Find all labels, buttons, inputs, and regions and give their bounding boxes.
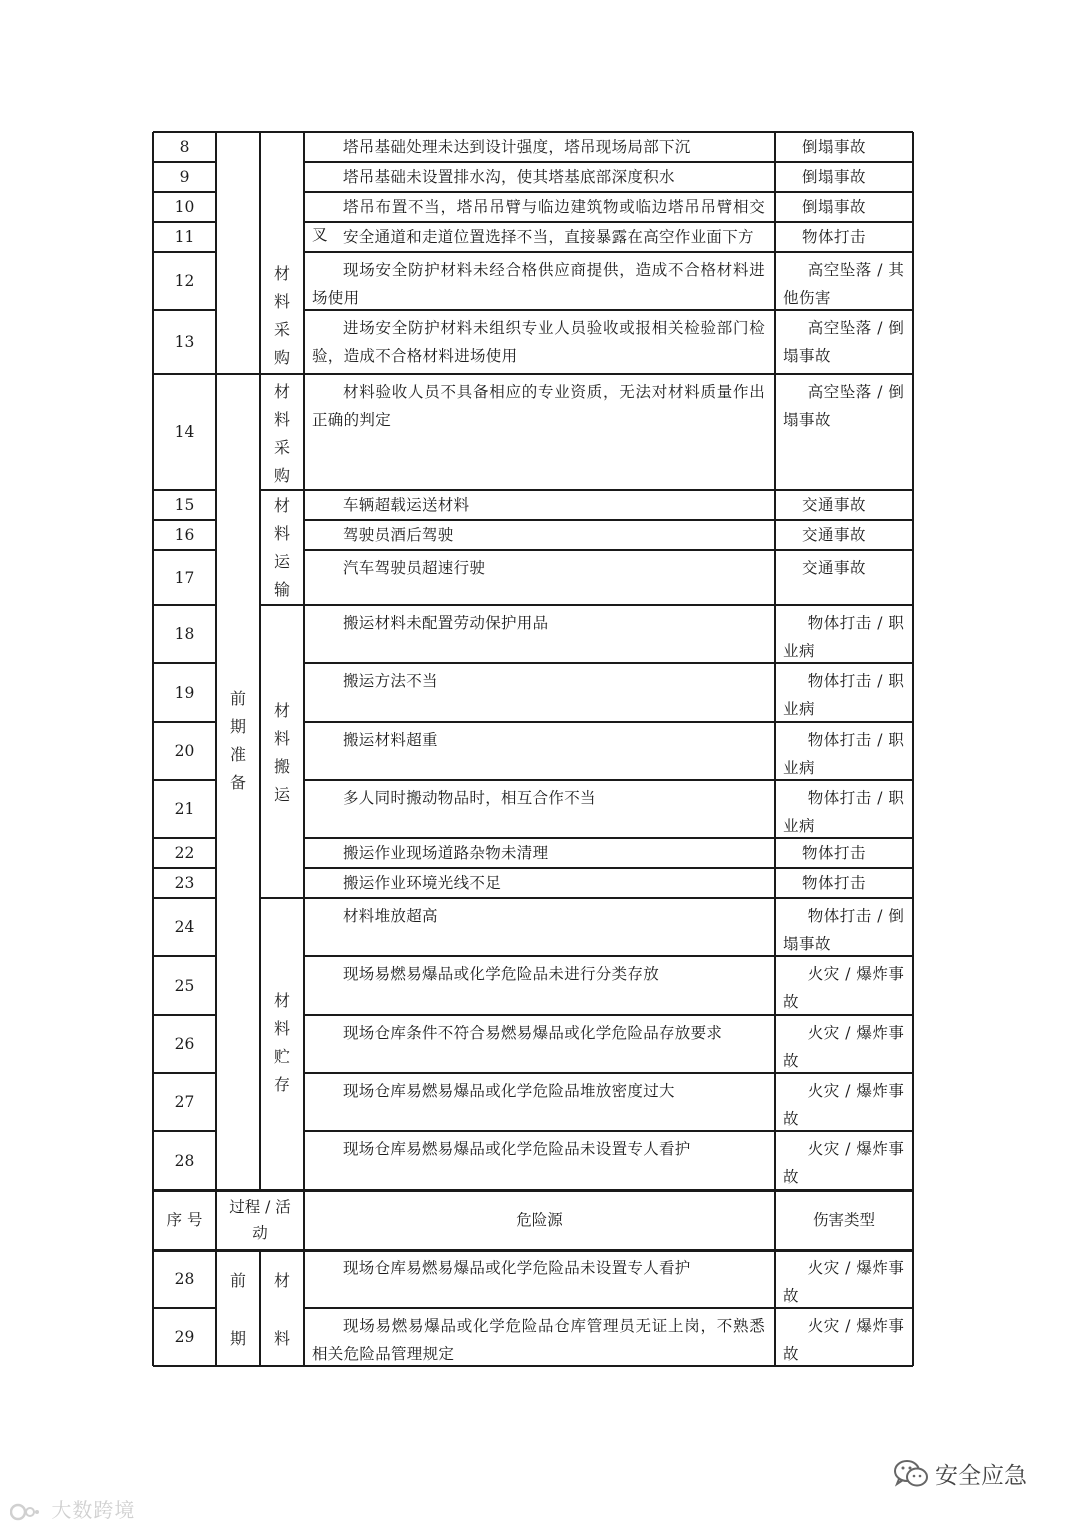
injury-type: 物体打击 (802, 844, 867, 862)
table-rule (152, 1190, 154, 1366)
hazard-source: 搬运作业现场道路杂物未清理 (343, 844, 549, 862)
row-number: 23 (174, 874, 195, 892)
table-rule (304, 721, 913, 723)
table-rule (153, 309, 216, 311)
table-rule (304, 1072, 913, 1074)
hazard-source: 现场仓库易燃易爆品或化学危险品未设置专人看护 (343, 1259, 691, 1277)
hazard-source: 材料验收人员不具备相应的专业资质，无法对材料质量作出正确的判定 (312, 383, 765, 429)
table-rule (153, 1072, 216, 1074)
table-rule (153, 779, 216, 781)
injury-type: 交通事故 (802, 496, 867, 514)
header-process: 过程 / 活动 (229, 1198, 291, 1242)
injury-type: 火灾 / 爆炸事故 (783, 1024, 905, 1070)
table-rule (304, 1130, 913, 1132)
activity-label: 材 料 (273, 1271, 290, 1348)
table-rule (259, 132, 261, 1190)
table-rule (304, 867, 913, 869)
table-rule (153, 662, 216, 664)
table-rule (153, 161, 216, 163)
row-number: 20 (174, 742, 195, 760)
hazard-source: 多人同时搬动物品时，相互合作不当 (343, 789, 596, 807)
row-number: 12 (174, 272, 195, 290)
table-rule (153, 1130, 216, 1132)
hazard-source: 材料堆放超高 (343, 907, 438, 925)
table-rule (304, 191, 913, 193)
header-injury-type: 伤害类型 (812, 1211, 875, 1229)
row-number: 10 (174, 198, 195, 216)
table-rule (304, 897, 913, 899)
injury-type: 倒塌事故 (802, 168, 867, 186)
table-rule (774, 1190, 776, 1366)
table-rule (304, 161, 913, 163)
hazard-source: 塔吊基础处理未达到设计强度，塔吊现场局部下沉 (343, 138, 691, 156)
watermark-left (10, 1494, 135, 1523)
hazard-source: 塔吊布置不当，塔吊吊臂与临边建筑物或临边塔吊吊臂相交叉 (312, 198, 765, 244)
row-number: 18 (174, 625, 195, 643)
table-rule (215, 1190, 217, 1366)
hazard-source: 现场安全防护材料未经合格供应商提供，造成不合格材料进场使用 (312, 261, 765, 307)
phase-label: 前 期 准 备 (229, 689, 246, 792)
table-rule (912, 132, 914, 1190)
table-rule (304, 251, 913, 253)
row-number: 28 (174, 1270, 195, 1288)
hazard-source: 汽车驾驶员超速行驶 (343, 559, 486, 577)
row-number: 14 (174, 423, 195, 441)
table-rule (153, 604, 216, 606)
table-rule (153, 1365, 913, 1367)
brand-logo-icon (10, 1501, 40, 1523)
table-rule (153, 867, 216, 869)
row-number: 16 (174, 526, 195, 544)
activity-label: 材 料 搬 运 (273, 701, 290, 804)
hazard-source: 现场仓库易燃易爆品或化学危险品堆放密度过大 (343, 1082, 675, 1100)
injury-type: 倒塌事故 (802, 198, 867, 216)
table-rule (912, 1190, 914, 1366)
hazard-source: 搬运材料未配置劳动保护用品 (343, 614, 549, 632)
row-number: 8 (179, 138, 190, 156)
hazard-source: 现场仓库易燃易爆品或化学危险品未设置专人看护 (343, 1140, 691, 1158)
table-rule (304, 1307, 913, 1309)
table-rule (152, 132, 154, 1190)
activity-label: 材 料 贮 存 (273, 991, 290, 1094)
table-rule (153, 519, 216, 521)
table-rule (304, 373, 913, 375)
table-rule (304, 955, 913, 957)
injury-type: 高空坠落 / 倒塌事故 (783, 319, 905, 365)
table-rule (774, 132, 776, 1190)
hazard-source: 搬运作业环境光线不足 (343, 874, 502, 892)
phase-label: 前 期 (229, 1271, 246, 1348)
injury-type: 交通事故 (802, 559, 867, 577)
table-rule (260, 604, 304, 606)
injury-type: 物体打击 / 职业病 (783, 614, 905, 660)
header-seq: 序 号 (166, 1211, 203, 1229)
row-number: 17 (174, 568, 195, 587)
table-rule (304, 604, 913, 606)
table-rule (260, 489, 304, 491)
table-rule (153, 1014, 216, 1016)
table-rule (153, 131, 913, 133)
activity-label: 材 料 采 购 (273, 382, 290, 485)
table-rule (153, 1249, 913, 1252)
table-rule (303, 132, 305, 1190)
injury-type: 火灾 / 爆炸事故 (783, 1259, 905, 1305)
activity-label: 材 料 采 购 (273, 264, 290, 367)
hazard-source: 进场安全防护材料未组织专业人员验收或报相关检验部门检验，造成不合格材料进场使用 (312, 319, 765, 365)
hazard-source: 搬运方法不当 (343, 672, 438, 690)
hazard-source: 车辆超载运送材料 (343, 496, 470, 514)
table-rule (259, 1250, 261, 1366)
table-rule (304, 489, 913, 491)
table-rule (304, 221, 913, 223)
table-rule (153, 251, 216, 253)
injury-type: 物体打击 / 职业病 (783, 789, 905, 835)
table-rule (304, 779, 913, 781)
row-number: 26 (174, 1035, 195, 1053)
injury-type: 火灾 / 爆炸事故 (783, 1082, 905, 1128)
hazard-source: 塔吊基础未设置排水沟，使其塔基底部深度积水 (343, 168, 675, 186)
row-number: 24 (174, 918, 195, 936)
table-rule (153, 549, 216, 551)
injury-type: 物体打击 (802, 228, 867, 246)
hazard-source: 驾驶员酒后驾驶 (343, 526, 454, 544)
row-number: 21 (174, 800, 195, 818)
table-rule (304, 309, 913, 311)
row-number: 15 (174, 496, 195, 514)
injury-type: 火灾 / 爆炸事故 (783, 1317, 905, 1363)
row-number: 9 (179, 168, 190, 186)
table-rule (303, 1190, 305, 1366)
injury-type: 高空坠落 / 其他伤害 (783, 261, 905, 307)
row-number: 13 (174, 333, 195, 351)
wechat-icon (893, 1459, 929, 1489)
table-rule (304, 519, 913, 521)
table-rule (304, 837, 913, 839)
hazard-source: 安全通道和走道位置选择不当，直接暴露在高空作业面下方 (343, 228, 754, 246)
table-rule (153, 955, 216, 957)
watermark-left-text: 大数跨境 (51, 1498, 136, 1522)
hazard-source: 搬运材料超重 (343, 731, 438, 749)
injury-type: 火灾 / 爆炸事故 (783, 965, 905, 1011)
table-rule (260, 897, 304, 899)
injury-type: 高空坠落 / 倒塌事故 (783, 383, 905, 429)
row-number: 29 (174, 1328, 195, 1346)
table-rule (153, 897, 216, 899)
row-number: 28 (174, 1151, 195, 1170)
table-rule (304, 1014, 913, 1016)
table-rule (304, 662, 913, 664)
hazard-source: 现场仓库条件不符合易燃易爆品或化学危险品存放要求 (343, 1024, 723, 1042)
table-rule (153, 221, 216, 223)
row-number: 11 (174, 228, 195, 246)
table-rule (153, 191, 216, 193)
row-number: 27 (174, 1093, 195, 1111)
injury-type: 物体打击 (802, 874, 867, 892)
table-rule (153, 837, 216, 839)
watermark-right (893, 1457, 1027, 1490)
injury-type: 物体打击 / 倒塌事故 (783, 907, 905, 953)
hazard-source: 现场易燃易爆品或化学危险品未进行分类存放 (343, 965, 660, 983)
header-hazard: 危险源 (516, 1211, 563, 1229)
table-rule (304, 549, 913, 551)
row-number: 25 (174, 976, 195, 995)
hazard-source: 现场易燃易爆品或化学危险品仓库管理员无证上岗，不熟悉相关危险品管理规定 (312, 1317, 765, 1363)
activity-label: 材 料 运 输 (273, 496, 290, 599)
injury-type: 物体打击 / 职业病 (783, 672, 905, 718)
row-number: 19 (174, 683, 195, 702)
injury-type: 倒塌事故 (802, 138, 867, 156)
injury-type: 火灾 / 爆炸事故 (783, 1140, 905, 1186)
table-rule (153, 489, 216, 491)
table-rule (153, 373, 216, 375)
table-rule (215, 132, 217, 1190)
row-number: 22 (174, 844, 195, 862)
watermark-right-text: 安全应急 (935, 1463, 1027, 1489)
table-rule (153, 1307, 216, 1309)
table-rule (153, 721, 216, 723)
injury-type: 交通事故 (802, 526, 867, 544)
injury-type: 物体打击 / 职业病 (783, 731, 905, 777)
